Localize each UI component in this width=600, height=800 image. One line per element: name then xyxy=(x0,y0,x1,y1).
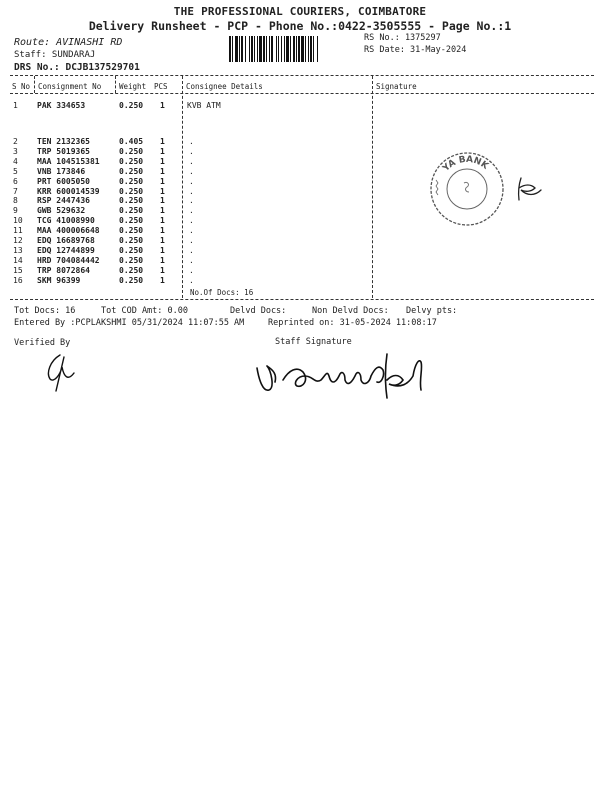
runsheet-title: Delivery Runsheet - PCP - Phone No.:0422-3505555 - Page No.:1 xyxy=(88,19,512,33)
delvd-docs: Delvd Docs: xyxy=(230,306,287,316)
row-pcs: 1 xyxy=(160,146,165,156)
divider-top xyxy=(10,75,594,76)
row-sno: 15 xyxy=(13,265,23,275)
receiver-signature-icon xyxy=(507,174,545,204)
row-consignee: . xyxy=(189,176,194,186)
row-pcs: 1 xyxy=(160,156,165,166)
row-weight: 0.250 xyxy=(119,146,144,156)
staff-label: Staff: SUNDARAJ xyxy=(14,50,96,60)
row-consignment: EDQ 16689768 xyxy=(37,236,95,245)
row-sno: 3 xyxy=(13,146,18,156)
col-divider xyxy=(182,76,183,298)
no-of-docs: No.Of Docs: 16 xyxy=(190,288,254,297)
row-pcs: 1 xyxy=(160,255,165,265)
row-consignment: TRP 8072864 xyxy=(37,265,90,275)
row-weight: 0.250 xyxy=(119,101,144,110)
row-sno: 14 xyxy=(13,255,23,265)
row-consignment: TEN 2132365 xyxy=(37,137,90,146)
row-consignee: . xyxy=(189,156,194,166)
staff-signature-icon xyxy=(253,340,433,402)
row-consignment: PRT 6005050 xyxy=(37,176,90,186)
row-weight: 0.250 xyxy=(119,186,144,196)
delvy-pts: Delvy pts: xyxy=(406,306,458,316)
divider-header xyxy=(10,93,594,94)
col-divider xyxy=(115,76,116,93)
row-consignment: EDQ 12744899 xyxy=(37,245,95,255)
row-sno: 8 xyxy=(13,196,18,206)
row-consignee: . xyxy=(189,255,194,265)
non-delvd-docs: Non Delvd Docs: xyxy=(312,306,389,316)
entered-by: Entered By :PCPLAKSHMI 05/31/2024 11:07:55 AM xyxy=(14,318,245,328)
row-weight: 0.250 xyxy=(119,245,144,255)
row-consignment: HRD 704084442 xyxy=(37,255,100,265)
header-weight: Weight xyxy=(119,82,147,91)
row-consignee: . xyxy=(189,226,194,236)
company-title: THE PROFESSIONAL COURIERS, COIMBATORE xyxy=(173,5,427,18)
tot-docs: Tot Docs: 16 xyxy=(14,306,76,316)
header-consignee: Consignee Details xyxy=(186,82,263,91)
row-consignee: . xyxy=(189,206,194,216)
row-consignee: . xyxy=(189,166,194,176)
row-sno: 12 xyxy=(13,236,23,245)
row-weight: 0.250 xyxy=(119,226,144,236)
row-consignee: . xyxy=(189,216,194,226)
row-weight: 0.250 xyxy=(119,206,144,216)
row-sno: 6 xyxy=(13,176,18,186)
row-sno: 11 xyxy=(13,226,23,236)
row-pcs: 1 xyxy=(160,275,165,285)
row-weight: 0.405 xyxy=(119,137,144,146)
header-pcs: PCS xyxy=(154,82,168,91)
rs-date: RS Date: 31-May-2024 xyxy=(364,45,467,55)
row-weight: 0.250 xyxy=(119,275,144,285)
row-pcs: 1 xyxy=(160,245,165,255)
row-sno: 16 xyxy=(13,275,23,285)
row-pcs: 1 xyxy=(160,176,165,186)
row-pcs: 1 xyxy=(160,166,165,176)
row-consignment: MAA 104515381 xyxy=(37,156,100,166)
row-weight: 0.250 xyxy=(119,166,144,176)
row-consignee: . xyxy=(189,265,194,275)
row-consignment: SKM 96399 xyxy=(37,275,81,285)
verified-signature-icon xyxy=(40,353,80,395)
header-consignment: Consignment No xyxy=(38,82,102,91)
staff-signature-label: Staff Signature xyxy=(275,337,352,347)
row-consignee: . xyxy=(189,245,194,255)
row-pcs: 1 xyxy=(160,226,165,236)
barcode-icon xyxy=(229,36,353,62)
row-weight: 0.250 xyxy=(119,255,144,265)
row-weight: 0.250 xyxy=(119,265,144,275)
row-consignment: GWB 529632 xyxy=(37,206,86,216)
tot-cod-amt: Tot COD Amt: 0.00 xyxy=(101,306,188,316)
row-weight: 0.250 xyxy=(119,236,144,245)
row-sno: 13 xyxy=(13,245,23,255)
row-sno: 7 xyxy=(13,186,18,196)
divider-bottom xyxy=(10,299,594,300)
reprinted-on: Reprinted on: 31-05-2024 11:08:17 xyxy=(268,318,437,328)
stamp-text: YA BANK xyxy=(441,154,490,174)
bank-stamp-icon xyxy=(428,150,506,228)
row-weight: 0.250 xyxy=(119,196,144,206)
row-sno: 5 xyxy=(13,166,18,176)
row-consignee: . xyxy=(189,236,194,245)
row-sno: 4 xyxy=(13,156,18,166)
row-pcs: 1 xyxy=(160,216,165,226)
row-pcs: 1 xyxy=(160,265,165,275)
row-consignee: . xyxy=(189,137,194,146)
row-weight: 0.250 xyxy=(119,176,144,186)
row-consignment: PAK 334653 xyxy=(37,101,86,110)
row-consignment: RSP 2447436 xyxy=(37,196,90,206)
row-pcs: 1 xyxy=(160,137,165,146)
drs-number: DRS No.: DCJB137529701 xyxy=(14,62,140,73)
row-consignment: KRR 600014539 xyxy=(37,186,100,196)
rs-number: RS No.: 1375297 xyxy=(364,33,441,43)
row-consignment: VNB 173846 xyxy=(37,166,86,176)
row-pcs: 1 xyxy=(160,196,165,206)
row-weight: 0.250 xyxy=(119,216,144,226)
route-label: Route: AVINASHI RD xyxy=(14,37,123,48)
row-consignee: . xyxy=(189,146,194,156)
row-sno: 9 xyxy=(13,206,18,216)
col-divider xyxy=(34,76,35,93)
row-consignment: TCG 41008990 xyxy=(37,216,95,226)
row-sno: 10 xyxy=(13,216,23,226)
row-pcs: 1 xyxy=(160,236,165,245)
header-signature: Signature xyxy=(376,82,417,91)
row-consignee: . xyxy=(189,196,194,206)
row-sno: 1 xyxy=(13,101,18,110)
row-pcs: 1 xyxy=(160,101,165,110)
col-divider xyxy=(372,76,373,298)
row-pcs: 1 xyxy=(160,186,165,196)
row-pcs: 1 xyxy=(160,206,165,216)
verified-by-label: Verified By xyxy=(14,338,71,348)
row-consignee: . xyxy=(189,186,194,196)
row-consignment: TRP 5019365 xyxy=(37,146,90,156)
row-consignee: KVB ATM xyxy=(187,101,221,110)
row-consignment: MAA 400006648 xyxy=(37,226,100,236)
row-sno: 2 xyxy=(13,137,18,146)
header-sno: S No xyxy=(12,82,31,91)
row-weight: 0.250 xyxy=(119,156,144,166)
row-consignee: . xyxy=(189,275,194,285)
